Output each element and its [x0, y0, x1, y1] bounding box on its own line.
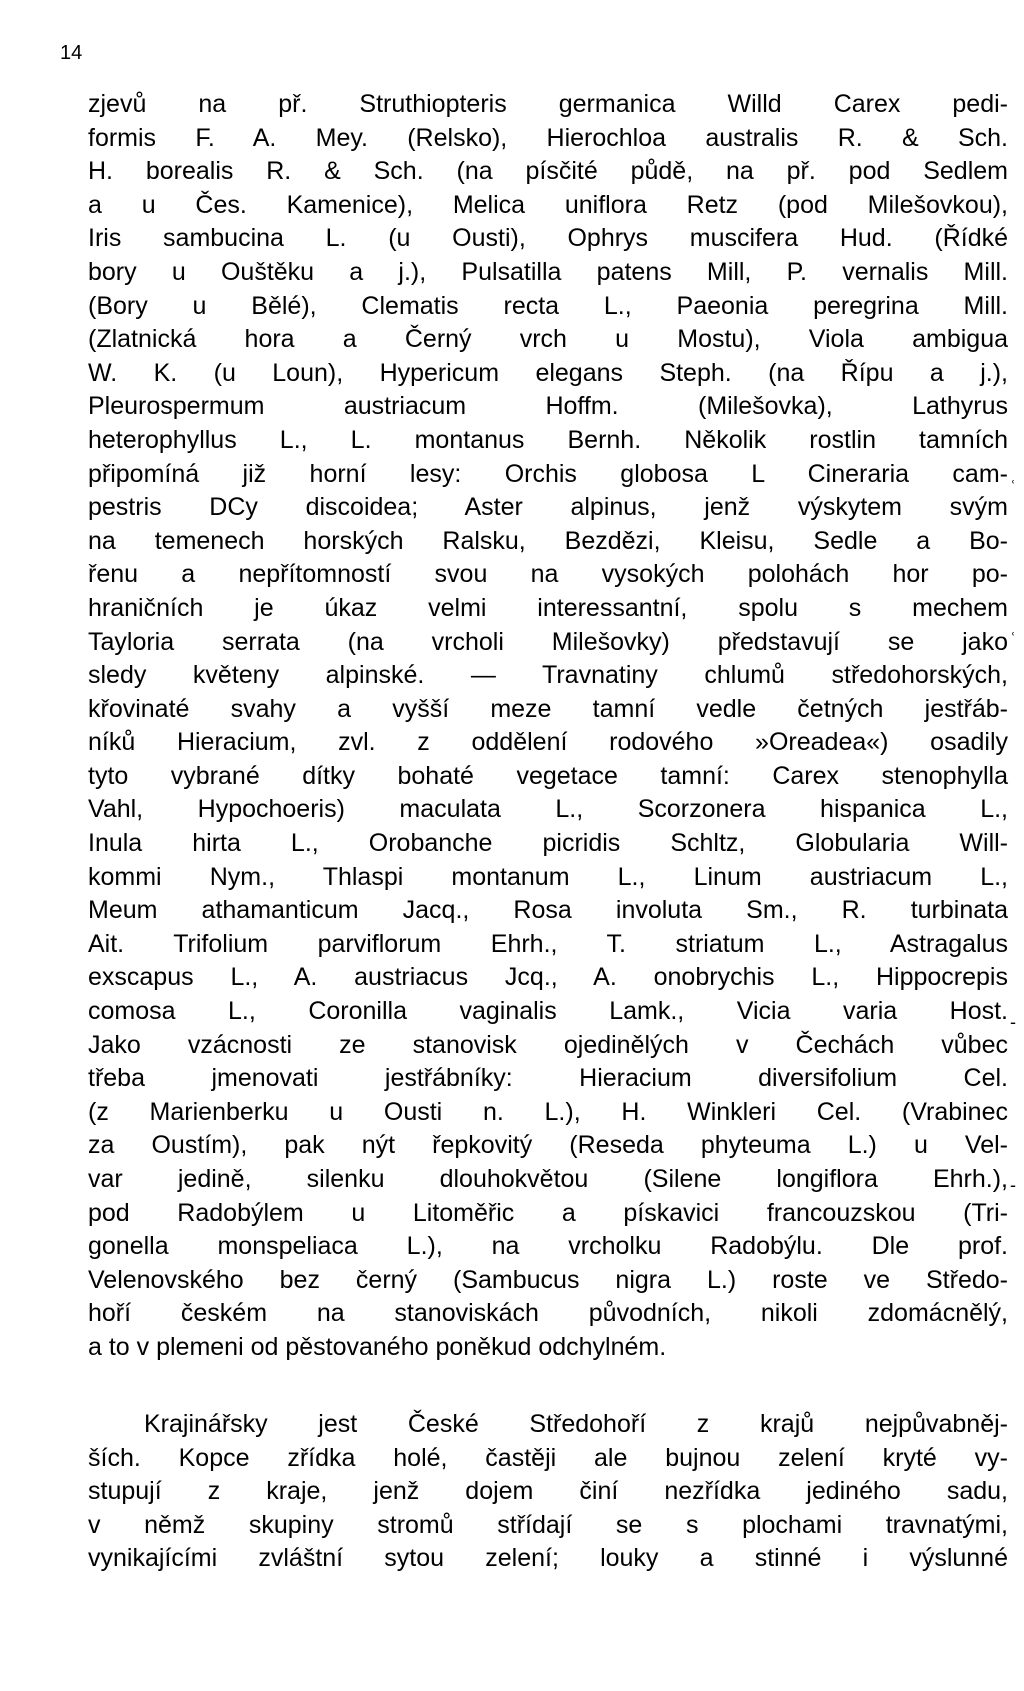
text-line: v němž skupiny stromů střídají se s plochami travnatými,	[88, 1510, 1008, 1539]
margin-mark: ʿ	[1010, 478, 1016, 498]
margin-mark: -	[1010, 1175, 1016, 1195]
text-line: připomíná již horní lesy: Orchis globosa L Cineraria cam-	[88, 459, 1008, 488]
text-line: Tayloria serrata (na vrcholi Milešovky) představují se jako	[88, 627, 1008, 656]
paragraph-2	[88, 1408, 1008, 1576]
text-line: (z Marienberku u Ousti n. L.), H. Winkleri Cel. (Vrabinec	[88, 1097, 1008, 1126]
text-line: heterophyllus L., L. montanus Bernh. Několik rostlin tamních	[88, 425, 1008, 454]
text-line: za Oustím), pak nýt řepkovitý (Reseda phyteuma L.) u Vel-	[88, 1131, 1008, 1160]
text-line: pod Radobýlem u Litoměřic a pískavici francouzskou (Tri-	[88, 1198, 1008, 1227]
text-line: (Zlatnická hora a Černý vrch u Mostu), Viola ambigua	[88, 325, 1008, 354]
text-line: Velenovského bez černý (Sambucus nigra L.) roste ve Středo-	[88, 1265, 1008, 1294]
text-line: H. borealis R. & Sch. (na písčité půdě, na př. pod Sedlem	[88, 157, 1008, 186]
text-line: na temenech horských Ralsku, Bezdězi, Kleisu, Sedle a Bo-	[88, 526, 1008, 555]
text-line: zjevů na př. Struthiopteris germanica Willd Carex pedi-	[88, 90, 1008, 118]
text-line: níků Hieracium, zvl. z oddělení rodového »Oreadea«) osadily	[88, 728, 1008, 757]
text-line: a to v plemeni od pěstovaného poněkud odchylném.	[88, 1332, 667, 1361]
text-line: křovinaté svahy a vyšší meze tamní vedle četných jestřáb-	[88, 694, 1008, 723]
text-line: bory u Ouštěku a j.), Pulsatilla patens Mill, P. vernalis Mill.	[88, 257, 1008, 286]
text-line: (Bory u Bělé), Clematis recta L., Paeonia peregrina Mill.	[88, 291, 1008, 320]
text-line: Iris sambucina L. (u Ousti), Ophrys muscifera Hud. (Řídké	[88, 224, 1008, 253]
text-line: var jedině, silenku dlouhokvětou (Silene longiflora Ehrh.),	[88, 1165, 1008, 1193]
text-line: formis F. A. Mey. (Relsko), Hierochloa australis R. & Sch.	[88, 123, 1008, 152]
text-line: kommi Nym., Thlaspi montanum L., Linum austriacum L.,	[88, 862, 1008, 891]
text-line: Krajinářsky jest České Středohoří z krajů nejpůvabněj-	[144, 1410, 1008, 1438]
text-line: řenu a nepřítomností svou na vysokých polohách hor po-	[88, 560, 1008, 589]
text-line: gonella monspeliaca L.), na vrcholku Radobýlu. Dle prof.	[88, 1232, 1008, 1261]
text-line: třeba jmenovati jestřábníky: Hieracium diversifolium Cel.	[88, 1064, 1008, 1093]
paragraph-1	[88, 88, 1008, 1365]
text-line: Inula hirta L., Orobanche picridis Schltz, Globularia Will-	[88, 829, 1008, 858]
text-line: W. K. (u Loun), Hypericum elegans Steph. (na Řípu a j.),	[88, 358, 1008, 387]
text-line: Pleurospermum austriacum Hoffm. (Milešovka), Lathyrus	[88, 392, 1008, 421]
text-line: ších. Kopce zřídka holé, častěji ale bujnou zelení kryté vy-	[88, 1443, 1008, 1472]
text-line: tyto vybrané dítky bohaté vegetace tamní: Carex stenophylla	[88, 761, 1008, 790]
text-line: pestris DCy discoidea; Aster alpinus, jenž výskytem svým	[88, 493, 1008, 522]
page-number: 14	[60, 42, 83, 64]
text-line: Ait. Trifolium parviflorum Ehrh., T. striatum L., Astragalus	[88, 929, 1008, 958]
text-line: hraničních je úkaz velmi interessantní, spolu s mechem	[88, 593, 1008, 622]
text-line: a u Čes. Kamenice), Melica uniflora Retz (pod Milešovkou),	[88, 190, 1008, 219]
text-line: Vahl, Hypochoeris) maculata L., Scorzonera hispanica L.,	[88, 795, 1008, 824]
text-line: Jako vzácnosti ze stanovisk ojedinělých v Čechách vůbec	[88, 1030, 1008, 1059]
margin-mark: ʿ	[1010, 630, 1016, 650]
text-line: exscapus L., A. austriacus Jcq., A. onobrychis L., Hippocrepis	[88, 963, 1008, 992]
text-line: hoří českém na stanoviskách původních, nikoli zdomácnělý,	[88, 1299, 1008, 1328]
text-line: stupují z kraje, jenž dojem činí nezřídka jediného sadu,	[88, 1477, 1008, 1506]
margin-mark: -	[1010, 1012, 1016, 1032]
text-line: sledy květeny alpinské. — Travnatiny chlumů středohorských,	[88, 661, 1008, 690]
text-line: vynikajícími zvláštní sytou zelení; louky a stinné i výslunné	[88, 1544, 1008, 1573]
text-line: comosa L., Coronilla vaginalis Lamk., Vicia varia Host.	[88, 997, 1008, 1026]
text-line: Meum athamanticum Jacq., Rosa involuta Sm., R. turbinata	[88, 896, 1008, 925]
